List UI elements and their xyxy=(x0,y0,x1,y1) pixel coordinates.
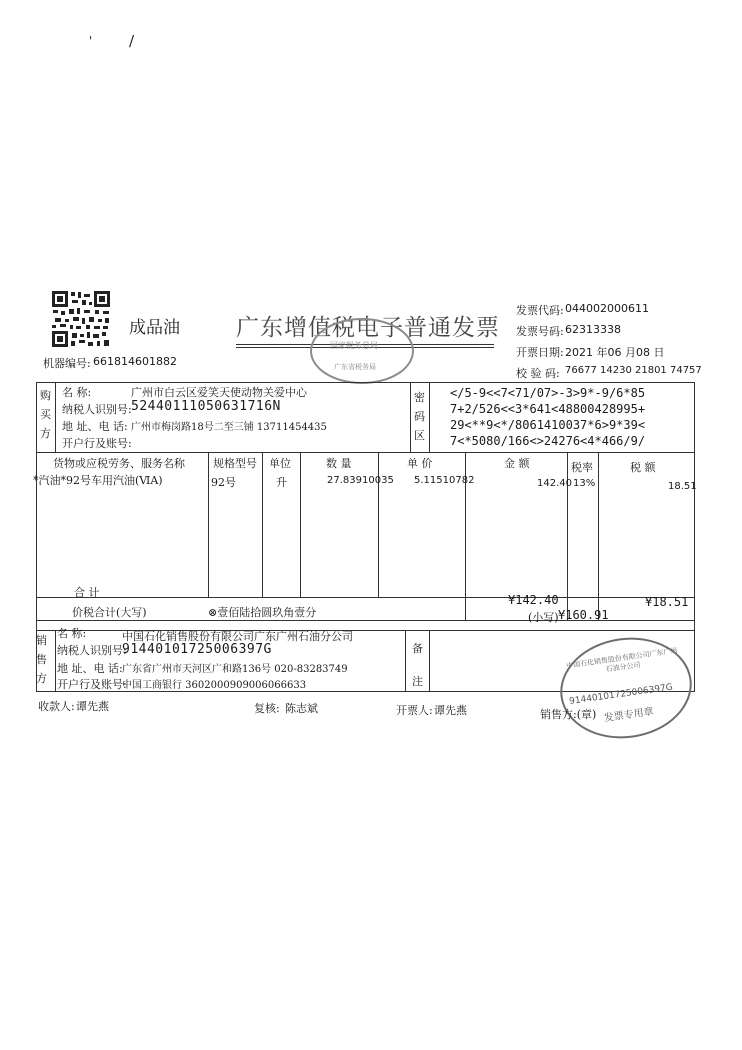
remarks-label: 备 xyxy=(412,642,423,655)
remarks-label: 注 xyxy=(412,675,423,688)
grand-total-lower: ¥160.91 xyxy=(558,608,609,622)
scan-mark: ' xyxy=(89,34,93,48)
payee-label: 收款人: xyxy=(38,700,75,713)
invoice-title: 广东增值税电子普通发票 xyxy=(236,315,500,341)
seller-side-label: 销 售 方 xyxy=(36,634,47,685)
seller-name: 中国石化销售股份有限公司广东广州石油分公司 xyxy=(122,630,353,643)
total-amount: ¥142.40 xyxy=(508,593,559,607)
invoice-no: 62313338 xyxy=(565,323,621,336)
invoice-no-label: 发票号码: xyxy=(516,325,564,338)
total-label: 合 计 xyxy=(74,586,100,599)
reviewer: 陈志斌 xyxy=(285,702,318,715)
item-amount: 142.40 xyxy=(537,478,572,489)
item-rate: 13% xyxy=(573,478,596,489)
machine-no-label: 机器编号: xyxy=(43,357,91,370)
header-tax: 税 额 xyxy=(630,461,656,474)
item-price: 5.11510782 xyxy=(414,475,475,486)
reviewer-label: 复核: xyxy=(254,702,280,715)
buyer-address: 广州市梅岗路18号二至三铺 13711454435 xyxy=(131,422,327,433)
cipher-label: 密 码 区 xyxy=(414,391,425,442)
invoice-code-label: 发票代码: xyxy=(516,304,564,317)
seal-company: 中国石化销售股份有限公司广东广州石油分公司 xyxy=(565,646,678,674)
seller-address: 广东省广州市天河区广和路136号 020-83283749 xyxy=(122,664,348,675)
drawer-label: 开票人: xyxy=(396,704,433,717)
seal-text: 广东省税务局 xyxy=(334,363,376,371)
drawer: 谭先燕 xyxy=(434,704,467,717)
header-spec: 规格型号 xyxy=(213,457,257,470)
buyer-side-label: 购 买 方 xyxy=(40,389,51,440)
total-tax: ¥18.51 xyxy=(645,595,689,609)
grand-total-label: 价税合计(大写) xyxy=(72,606,147,619)
header-unit: 单位 xyxy=(269,457,291,470)
cipher-area: </5-9<<7<71/07>-3>9*-9/6*85 7+2/526<<3*641<48800428995+ 29<**9<*/8061410037*6>9*39< 7<*5080/166<>24276<4*466/9/ xyxy=(450,386,646,448)
tax-bureau-seal xyxy=(310,318,414,384)
seller-name-label: 名 称: xyxy=(57,627,87,640)
item-unit: 升 xyxy=(276,476,287,489)
date-label: 开票日期: xyxy=(516,346,564,359)
qr-code-icon xyxy=(51,290,111,348)
product-category: 成品油 xyxy=(129,318,180,338)
header-rate: 税率 xyxy=(571,461,593,474)
payee: 谭先燕 xyxy=(76,700,109,713)
seller-tax-id-label: 纳税人识别号: xyxy=(57,644,127,657)
seller-address-label: 地 址、电 话: xyxy=(57,662,123,675)
buyer-tax-id-label: 纳税人识别号: xyxy=(62,403,132,416)
invoice-code: 044002000611 xyxy=(565,302,649,315)
seal-caption: 发票专用章 xyxy=(603,706,655,725)
item-spec: 92号 xyxy=(211,476,236,489)
header-price: 单 价 xyxy=(407,457,433,470)
seller-invoice-seal xyxy=(554,629,699,746)
grand-total-upper: ⊗壹佰陆拾圆玖角壹分 xyxy=(208,606,317,619)
machine-no: 661814601882 xyxy=(93,355,177,368)
grand-total-lower-label: (小写) xyxy=(528,611,559,624)
header-qty: 数 量 xyxy=(326,457,352,470)
seller-tax-id: 91440101725006397G xyxy=(122,642,272,657)
check-code-label: 校 验 码: xyxy=(516,367,560,380)
invoice-date: 2021 年06 月08 日 xyxy=(565,346,665,359)
buyer-name: 广州市白云区爱笑天使动物关爱中心 xyxy=(131,386,307,399)
buyer-bank-label: 开户行及账号: xyxy=(62,437,132,450)
seller-bank-label: 开户行及账号: xyxy=(57,678,127,691)
buyer-address-label: 地 址、电 话: xyxy=(62,420,128,433)
item-qty: 27.83910035 xyxy=(327,475,394,486)
item-name: *汽油*92号车用汽油(ⅥA) xyxy=(33,474,163,487)
header-item: 货物或应税劳务、服务名称 xyxy=(53,457,185,470)
buyer-tax-id: 52440111050631716N xyxy=(131,399,281,414)
check-code: 76677 14230 21801 74757 xyxy=(565,365,702,376)
header-amount: 金 额 xyxy=(504,457,530,470)
item-tax: 18.51 xyxy=(668,481,697,492)
seal-text: 国家税务总局 xyxy=(330,341,378,350)
seller-bank: 中国工商银行 3602000909006066633 xyxy=(122,680,307,691)
buyer-name-label: 名 称: xyxy=(62,386,92,399)
scan-mark: / xyxy=(129,32,135,50)
seal-tax-id: 91440101725006397G xyxy=(568,682,674,707)
seller-stamp-label: 销售方:(章) xyxy=(540,708,597,721)
